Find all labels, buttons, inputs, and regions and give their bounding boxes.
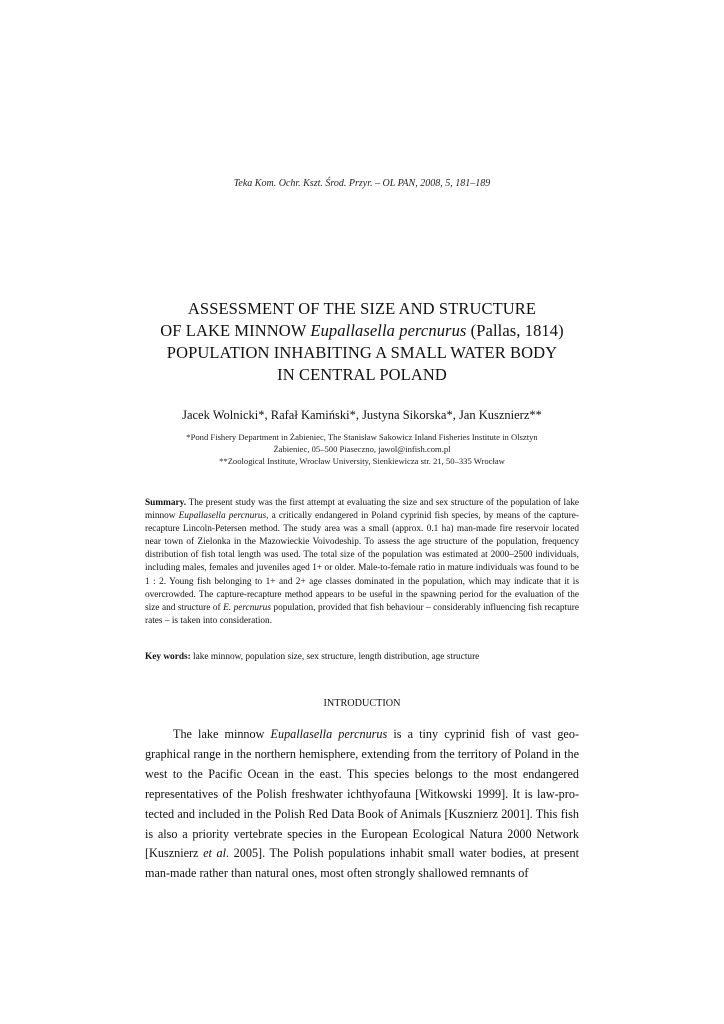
summary-species-1: Eupallasella percnurus: [178, 511, 267, 522]
author-list: Jacek Wolnicki*, Rafał Kamiński*, Justyna Sikorska*, Jan Kusznierz**: [182, 408, 542, 422]
title-line-3: POPULATION INHABITING A SMALL WATER BODY: [166, 343, 558, 362]
author-mark: *: [258, 408, 265, 422]
author-name: Rafał Kamiński: [270, 408, 350, 422]
author-name: Jacek Wolnicki: [182, 408, 259, 422]
author-mark: *: [349, 408, 356, 422]
intro-paragraph: [145, 725, 579, 884]
title-line-2-end: (Pallas, 1814): [466, 321, 564, 340]
author-name: Jan Kusznierz: [458, 408, 530, 422]
keywords-label: Key words:: [145, 652, 191, 662]
summary-text-2: , a critically endangered in Poland cyprinid fish species, by means of the capture-recapture Lincoln-Petersen method. The study area was a small (approx. 0.1 ha) man-made fire reservoir located near town of Zielonka in the Mazowieckie Voivodeship. To assess the age structure of the population, frequency distribution of fish total length was used. The total size of the population was estimated at 2000–2500 individuals, including males, females and juveniles aged 1+ or older. Male-to-female ratio in mature individuals was found to be 1 : 2. Young fish belonging to 1+ and 2+ age classes dominated in the population, which may indicate that it is overcrowded. The capture-recapture method appears to be useful in the spawning period for the evaluation of the size and structure of: [145, 511, 579, 613]
affiliations: [100, 432, 624, 467]
intro-text-1: The lake minnow: [173, 727, 271, 741]
journal-reference: Teka Kom. Ochr. Kszt. Środ. Przyr. – OL PAN, 2008, 5, 181–189: [233, 178, 491, 189]
intro-text-3: . 2005]. The Polish populations inhabit small water bodies, at present man-made rather than natural ones, most often strongly shallowed remnants of: [145, 846, 579, 881]
author-name: Justyna Sikorska: [362, 408, 447, 422]
paper-title: [110, 298, 614, 386]
intro-etal: et al: [203, 846, 226, 861]
summary-text-3: population, provided that fish behaviour – considerably influencing fish recapture rates – is taken into consideration.: [145, 602, 579, 626]
title-line-2-start: OF LAKE MINNOW: [160, 321, 311, 340]
title-species-name: Eupallasella percnurus: [310, 321, 467, 340]
intro-species-name: Eupallasella percnurus: [270, 727, 388, 741]
affiliation-line-3: **Zoological Institute, Wrocław University, Sienkiewicza str. 21, 50–335 Wrocław: [219, 455, 505, 466]
summary-paragraph: [145, 497, 579, 628]
author-mark: *: [446, 408, 453, 422]
summary-species-2: E. percnurus: [223, 602, 271, 613]
affiliation-line-2: Żabieniec, 05–500 Piaseczno, jawol@infish.com.pl: [273, 443, 451, 454]
keywords-text: lake minnow, population size, sex structure, length distribution, age structure: [190, 652, 480, 662]
title-line-1: ASSESSMENT OF THE SIZE AND STRUCTURE: [187, 299, 537, 318]
affiliation-line-1: *Pond Fishery Department in Żabieniec, The Stanisław Sakowicz Inland Fisheries Institute in Olsztyn: [186, 432, 538, 442]
summary-label: Summary.: [145, 498, 187, 508]
intro-text-2: is a tiny cyprinid fish of vast geographical range in the northern hemisphere, extending from the territory of Poland in the west to the Pacific Ocean in the east. This species belongs to the most endangered representatives of the Polish freshwater ichthyofauna [Witkowski 1999]. It is law-protected and included in the Polish Red Data Book of Animals [Kusznierz 2001]. This fish is also a priority vertebrate species in the European Ecological Natura 2000 Network [Kusznierz: [145, 727, 579, 861]
keywords: [145, 651, 579, 664]
title-line-2: [110, 320, 614, 342]
summary-text-1: The present study was the first attempt at evaluating the size and sex structure of the population of lake minnow: [145, 498, 579, 522]
title-line-4: IN CENTRAL POLAND: [277, 365, 447, 384]
section-heading: INTRODUCTION: [323, 698, 401, 709]
author-mark: **: [529, 408, 542, 422]
